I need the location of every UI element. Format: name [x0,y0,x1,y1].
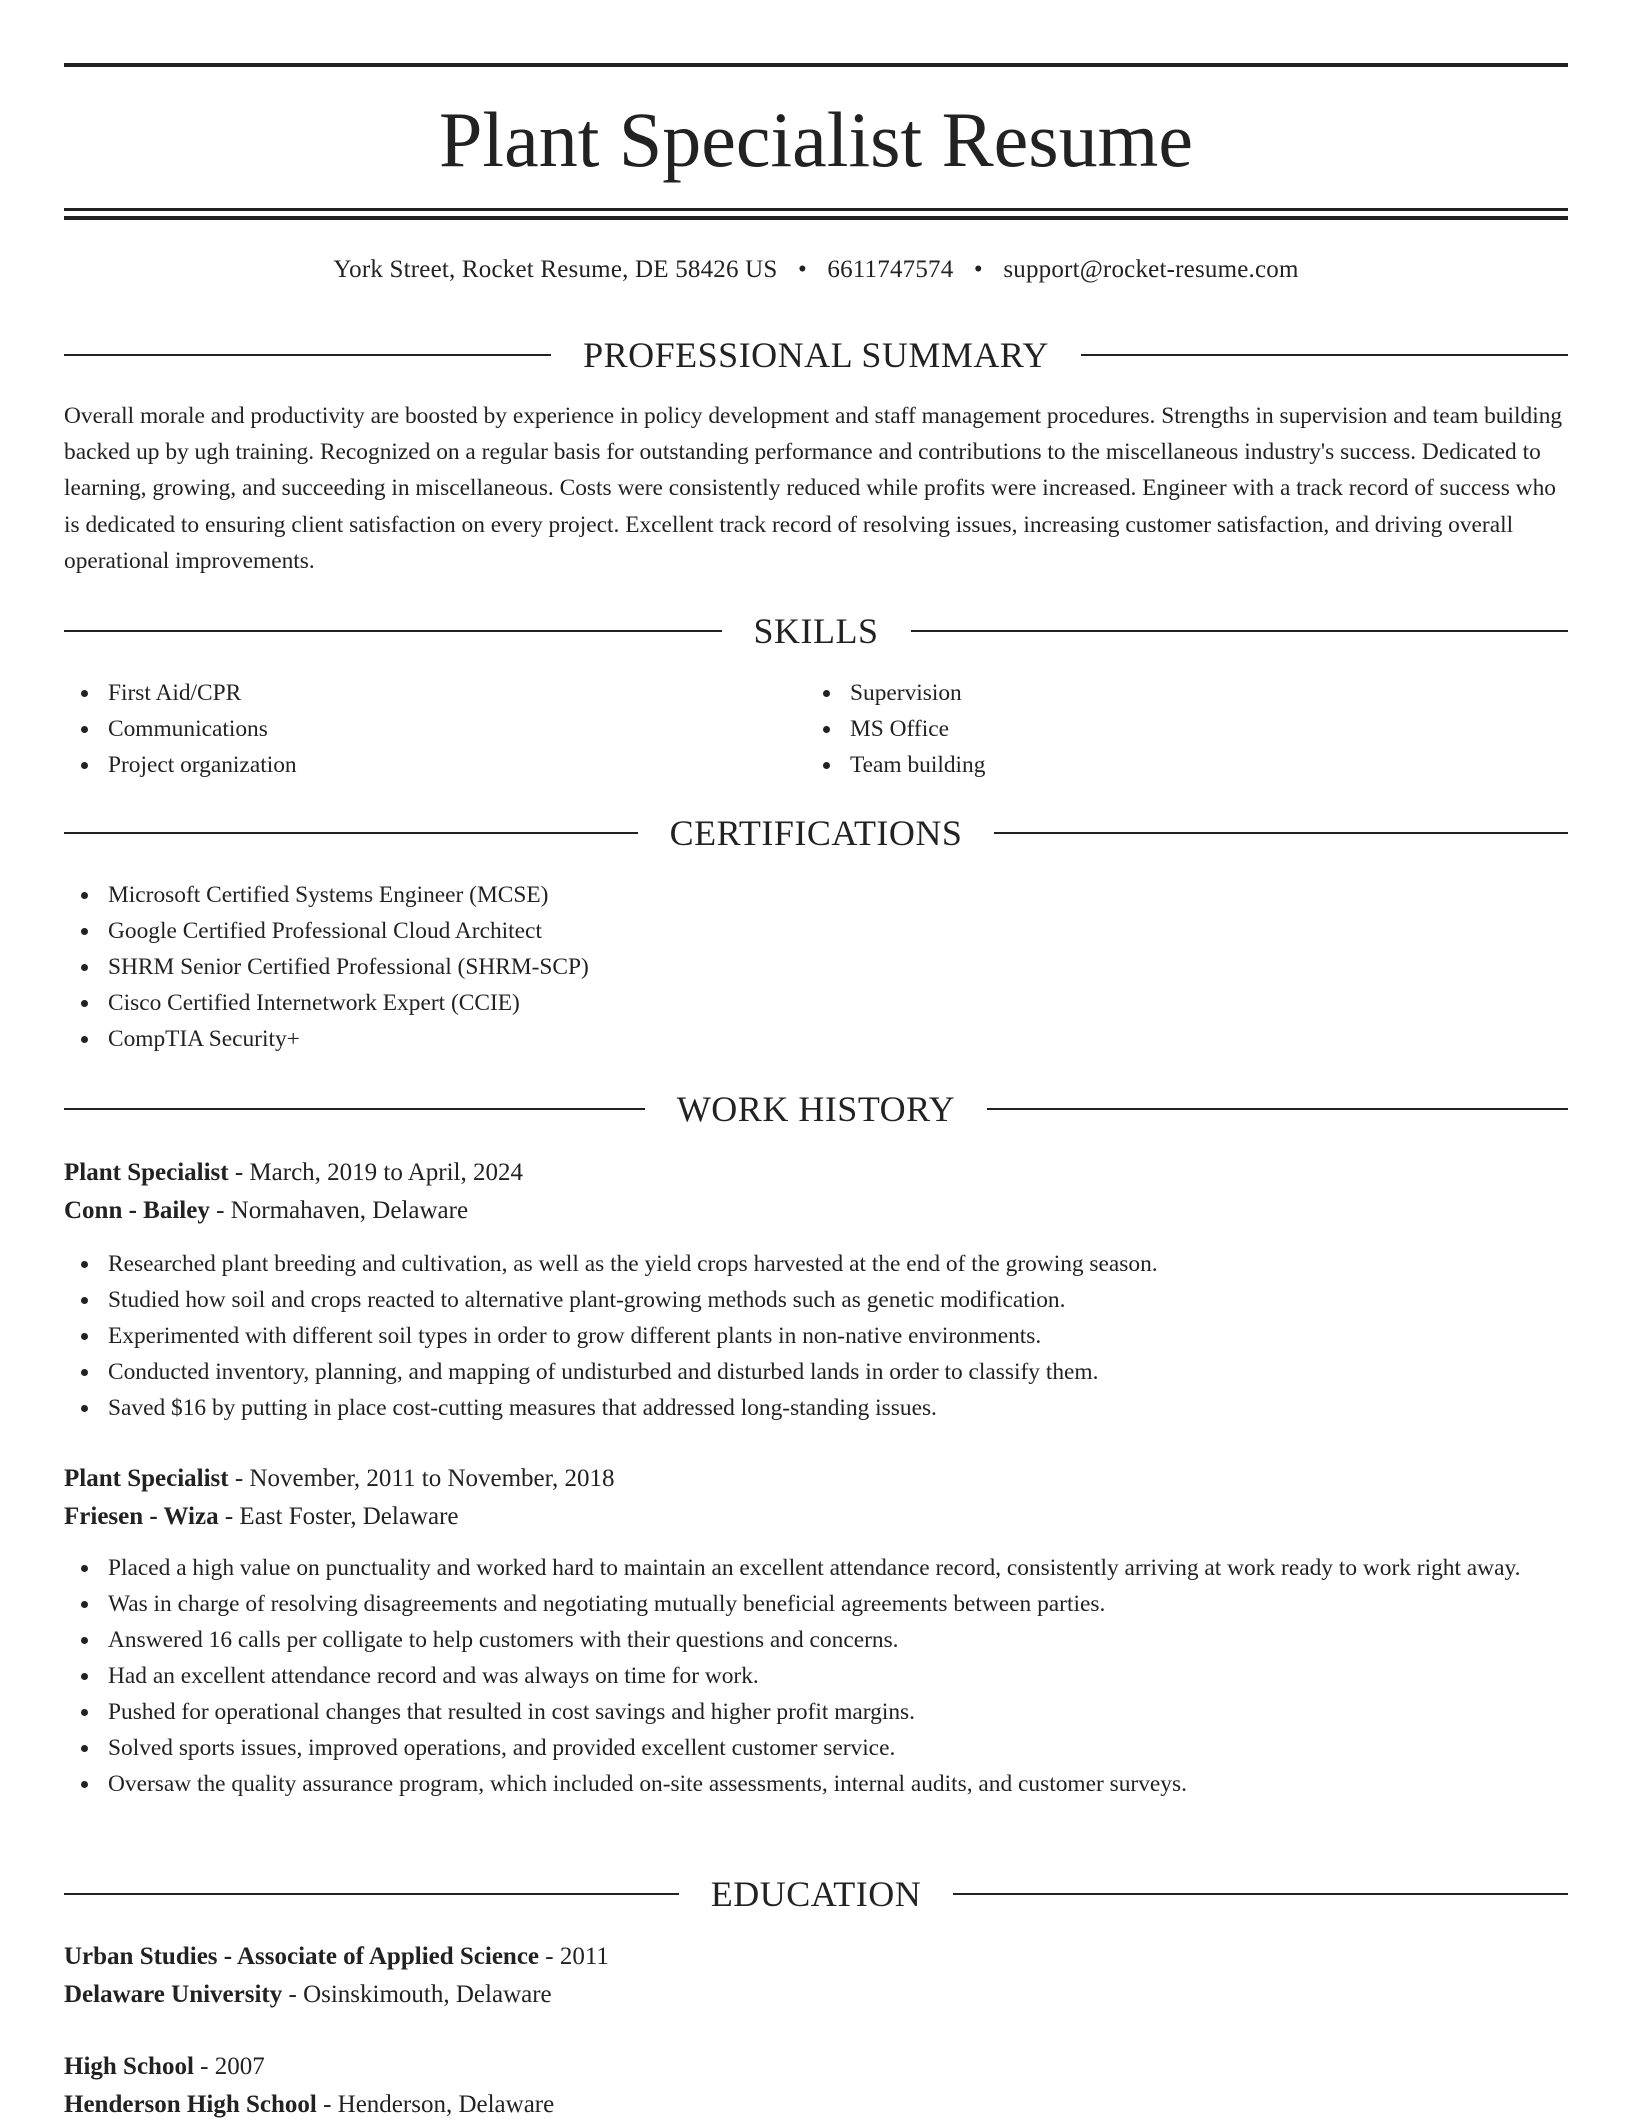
job-bullet: Conducted inventory, planning, and mapping of undisturbed and disturbed lands in order to classify them. [64,1354,1568,1390]
section-heading-skills [64,609,1568,653]
education-location: - Osinskimouth, Delaware [282,1981,552,2008]
heading-rule [994,832,1568,834]
certifications-list [64,877,1568,1057]
job-role: Plant Specialist [64,1465,229,1492]
job-bullet: Experimented with different soil types in order to grow different plants in non-native environments. [64,1318,1568,1354]
skills-list [64,675,1568,783]
heading-rule [987,1108,1568,1110]
skill-item: Team building [806,747,1548,783]
section-title: WORK HISTORY [676,1089,956,1129]
certification-item: Microsoft Certified Systems Engineer (MCSE) [64,877,1568,913]
job-dates: - March, 2019 to April, 2024 [228,1159,524,1186]
heading-rule [64,1108,645,1110]
job-title-line [64,1154,1568,1192]
job-bullet: Answered 16 calls per colligate to help customers with their questions and concerns. [64,1622,1568,1658]
skill-item: Project organization [64,747,806,783]
education-entry [64,1938,1568,2014]
job-company: Friesen - Wiza [64,1503,219,1530]
certification-item: Google Certified Professional Cloud Architect [64,913,1568,949]
contact-separator: • [973,256,983,283]
section-heading-work-history [64,1087,1568,1131]
job-bullet: Had an excellent attendance record and was always on time for work. [64,1658,1568,1694]
contact-separator: • [797,256,807,283]
contact-phone[interactable]: 6611747574 [827,256,954,283]
job-location: - East Foster, Delaware [218,1503,459,1530]
job-location: - Normahaven, Delaware [209,1197,469,1224]
contact-address: York Street, Rocket Resume, DE 58426 US [333,256,778,283]
job-bullet: Oversaw the quality assurance program, which included on-site assessments, internal audits, and customer surveys. [64,1766,1568,1802]
page-title: Plant Specialist Resume [439,96,1193,183]
contact-line [64,252,1568,288]
job-bullets [64,1246,1568,1426]
heading-rule [64,832,638,834]
heading-rule [953,1893,1568,1895]
heading-rule [1081,354,1568,356]
section-heading-education [64,1872,1568,1916]
section-title: SKILLS [753,611,879,651]
job-entry [64,1460,1568,1802]
skills-column-left [64,675,806,783]
job-entry [64,1154,1568,1426]
job-bullet: Researched plant breeding and cultivation, as well as the yield crops harvested at the end of the growing season. [64,1246,1568,1282]
section-heading-summary [64,333,1568,377]
job-bullet: Pushed for operational changes that resulted in cost savings and higher profit margins. [64,1694,1568,1730]
education-school: Henderson High School [64,2091,317,2118]
skill-item: Communications [64,711,806,747]
education-degree-line [64,1938,1568,1976]
heading-rule [64,630,722,632]
heading-rule [64,1893,679,1895]
top-rule [64,63,1568,67]
education-degree: High School [64,2053,194,2080]
education-school: Delaware University [64,1981,283,2008]
job-bullet: Solved sports issues, improved operations, and provided excellent customer service. [64,1730,1568,1766]
education-location: - Henderson, Delaware [316,2091,555,2118]
certification-item: Cisco Certified Internetwork Expert (CCIE) [64,985,1568,1021]
heading-rule [911,630,1569,632]
contact-email[interactable]: support@rocket-resume.com [1003,256,1299,283]
job-company-line [64,1498,1568,1536]
job-bullet: Saved $16 by putting in place cost-cutting measures that addressed long-standing issues. [64,1390,1568,1426]
education-school-line [64,2086,1568,2124]
summary-text: Overall morale and productivity are boosted by experience in policy development and staff management procedures. Strengths in supervision and team building backed up by ugh training. Recognized on a regular basis for outstanding performance and contributions to the miscellaneous industry's success. Dedicated to learning, growing, and succeeding in miscellaneous. Costs were consistently reduced while profits were increased. Engineer with a track record of success who is dedicated to ensuring client satisfaction on every project. Excellent track record of resolving issues, increasing customer satisfaction, and driving overall operational improvements. [64,403,1563,574]
job-bullet: Studied how soil and crops reacted to alternative plant-growing methods such as genetic modification. [64,1282,1568,1318]
job-bullet: Was in charge of resolving disagreements and negotiating mutually beneficial agreements between parties. [64,1586,1568,1622]
skill-item: MS Office [806,711,1548,747]
section-title: CERTIFICATIONS [669,813,963,853]
skill-item: Supervision [806,675,1548,711]
education-year: - 2007 [193,2053,265,2080]
education-degree: Urban Studies - Associate of Applied Science [64,1943,540,1970]
section-title: EDUCATION [710,1874,922,1914]
education-degree-line [64,2048,1568,2086]
section-heading-certifications [64,811,1568,855]
certification-item: CompTIA Security+ [64,1021,1568,1057]
certification-item: SHRM Senior Certified Professional (SHRM-SCP) [64,949,1568,985]
job-dates: - November, 2011 to November, 2018 [228,1465,615,1492]
job-company: Conn - Bailey [64,1197,210,1224]
skills-column-right [806,675,1548,783]
job-company-line [64,1192,1568,1230]
section-title: PROFESSIONAL SUMMARY [583,335,1049,375]
education-school-line [64,1976,1568,2014]
education-entry [64,2048,1568,2124]
job-bullet: Placed a high value on punctuality and worked hard to maintain an excellent attendance record, consistently arriving at work ready to work right away. [64,1550,1568,1586]
job-title-line [64,1460,1568,1498]
title-rule-upper [64,208,1568,211]
skill-item: First Aid/CPR [64,675,806,711]
job-role: Plant Specialist [64,1159,229,1186]
job-bullets [64,1550,1568,1802]
heading-rule [64,354,551,356]
education-year: - 2011 [539,1943,609,1970]
title-rule-lower [64,216,1568,220]
